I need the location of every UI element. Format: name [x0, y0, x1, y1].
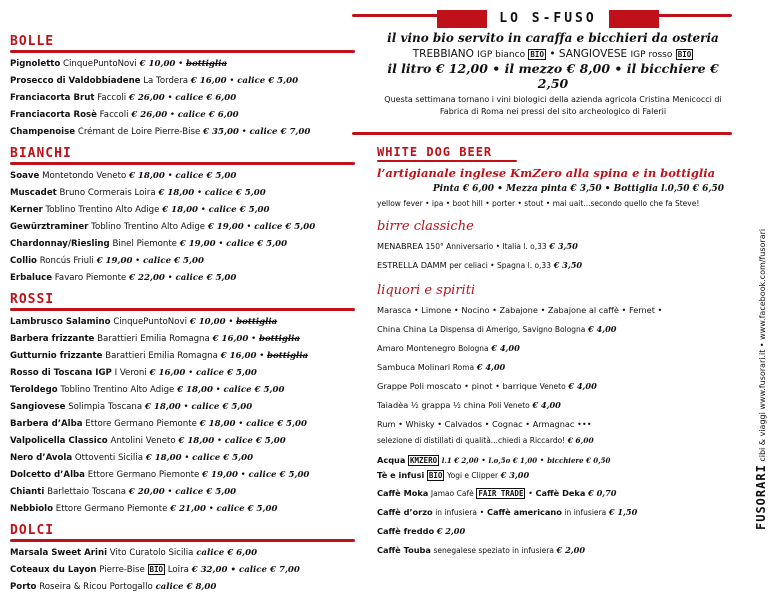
wine-name: Chianti [10, 487, 45, 497]
wine-price: calice € 6,00 [196, 548, 258, 558]
wine-producer: Roseira & Ricou Portogallo [39, 582, 153, 592]
beer-prices: Pinta € 6,00 • Mezza pinta € 3,50 • Bottiglia l.0,50 € 6,50 [432, 184, 724, 194]
wine-glass-price: calice € 5,00 [143, 256, 204, 266]
wine-row: Lambrusco Salamino CinquePuntoNovi € 10,00 • bottiglia [10, 317, 278, 327]
liquor-row [377, 339, 734, 358]
wine-glass-price: calice € 5,00 [208, 205, 270, 215]
wine-name: Gutturnio frizzante [10, 351, 103, 361]
bolle-list [10, 56, 355, 141]
beer-name: MENABREA [377, 241, 424, 251]
rossi-list [10, 314, 355, 518]
section-divider [10, 162, 355, 165]
section-rossi [10, 292, 355, 518]
wine-producer: Barattieri Emilia Romagna [97, 334, 210, 344]
liquor-price: € 4,00 [476, 362, 506, 372]
wine-glass-price: calice € 5,00 [216, 504, 278, 514]
liquor-desc: Bologna [458, 344, 489, 353]
wine-glass-price: bottiglia [258, 334, 300, 344]
wine-region: Loira [167, 565, 189, 575]
beer-name: ESTRELLA DAMM [377, 260, 447, 270]
liquor-desc: Roma [452, 363, 475, 372]
wine-price: € 35,00 [203, 127, 239, 137]
wine-row [10, 579, 355, 596]
wine-glass-price: calice € 5,00 [175, 487, 237, 497]
wine-name: Barbera d’Alba [10, 419, 83, 429]
wine-row: Kerner Toblino Trentino Alto Adige € 18,00 • calice € 5,00 [10, 205, 270, 215]
wine-row: Barbera frizzante Barattieri Emilia Romagna € 16,00 • bottiglia [10, 334, 300, 344]
wine-price: € 19,00 [96, 256, 133, 266]
wine-row: Nero d’Avola Ottoventi Sicilia € 18,00 • calice € 5,00 [10, 453, 254, 463]
wine-row: Pignoletto CinquePuntoNovi € 10,00 • bottiglia [10, 59, 228, 69]
wine-name: Nebbiolo [10, 504, 54, 514]
beer-subtitle: l’artigianale inglese KmZero alla spina e in bottiglia [377, 166, 716, 180]
liquori-note: selezione di distillati di qualità...chiedi a Riccardo! € 6,00 [377, 436, 594, 445]
dolci-list [10, 545, 355, 596]
section-bianchi [10, 146, 355, 287]
wine-row: Sangiovese Solimpia Toscana € 18,00 • calice € 5,00 [10, 402, 253, 412]
wine-glass-price: calice € 5,00 [246, 419, 307, 429]
wine-price: € 18,00 [128, 171, 165, 181]
wine-producer: Ottoventi Sicilia [74, 453, 143, 463]
wine-producer: Crémant de Loire Pierre-Bise [77, 127, 201, 137]
liquor-name: Marasca • Limone • Nocino • Zabajone • Zabajone al caffè • Fernet • [377, 305, 663, 315]
sfuso-prices: il litro € 12,00 • il mezzo € 8,00 • il bicchiere € 2,50 [387, 61, 719, 91]
wine-producer: Toblino Trentino Alto Adige [60, 385, 175, 395]
beer-row [377, 237, 734, 256]
section-title: ROSSI [10, 292, 55, 307]
list-item: Tè e infusi BIO Yogi e Clipper € 3,00 [377, 470, 530, 480]
section-divider [352, 132, 732, 135]
wine-glass-price: calice € 5,00 [223, 385, 285, 395]
section-dolci [10, 523, 355, 596]
liquori-title: liquori e spiriti [377, 283, 476, 298]
wine-producer: Barlettaio Toscana [47, 487, 127, 497]
wine-price: € 20,00 [128, 487, 165, 497]
wine-row: Dolcetto d’Alba Ettore Germano Piemonte € 19,00 • calice € 5,00 [10, 470, 310, 480]
wine-price: € 18,00 [162, 205, 199, 215]
wine-producer: Ettore Germano Piemonte [55, 504, 168, 514]
liquor-name: Taiadèa ½ grappa ½ china [377, 400, 486, 410]
wine-name: Dolcetto d’Alba [10, 470, 85, 480]
wine-name: Kerner [10, 205, 43, 215]
wine-producer: Faccoli [99, 110, 129, 120]
wine-glass-price: calice € 5,00 [195, 368, 257, 378]
wine-row [10, 545, 355, 562]
wine-row: Erbaluce Favaro Piemonte € 22,00 • calice € 5,00 [10, 273, 237, 283]
wine-row: Barbera d’Alba Ettore Germano Piemonte € 18,00 • calice € 5,00 [10, 419, 307, 429]
sfuso-tagline: il vino bio servito in caraffa e bicchieri da osteria [387, 31, 719, 45]
bio-badge: BIO [677, 50, 692, 59]
birre-title: birre classiche [377, 219, 474, 234]
wine-glass-price: calice € 5,00 [175, 273, 237, 283]
wine-name: Franciacorta Brut [10, 93, 95, 103]
wine-producer: Barattieri Emilia Romagna [105, 351, 218, 361]
wine-price: € 18,00 [178, 436, 215, 446]
beer-underline [377, 160, 517, 162]
wine-producer: Bruno Cormerais Loira [59, 188, 156, 198]
wine-producer: Antolini Veneto [110, 436, 176, 446]
wine-price: € 18,00 [158, 188, 195, 198]
wine-price: € 22,00 [129, 273, 165, 283]
bio-badge: BIO [149, 565, 164, 574]
list-item: Caffè Moka Jamao Cafè FAIR TRADE • Caffè Deka € 0,70 [377, 488, 617, 498]
wine-price: € 19,00 [207, 222, 244, 232]
wine-row: Nebbiolo Ettore Germano Piemonte € 21,00 • calice € 5,00 [10, 504, 278, 514]
wine-name: Soave [10, 171, 40, 181]
beer-desc: per celiaci • Spagna l. o,33 [449, 261, 551, 270]
fair-trade-badge: FAIR TRADE [478, 489, 524, 498]
wine-glass-price: calice € 5,00 [237, 76, 299, 86]
wine-row: Rosso di Toscana IGP I Veroni € 16,00 • calice € 5,00 [10, 368, 257, 378]
wine-glass-price: calice € 5,00 [254, 222, 316, 232]
wine-name: Porto [10, 582, 37, 592]
wine-name: Pignoletto [10, 59, 61, 69]
wine-glass-price: bottiglia [267, 351, 309, 361]
side-links: cibi & viaggi www.fusorari.it • www.facebook.com/fusorari [758, 228, 767, 462]
wine-row: Chardonnay/Riesling Binel Piemonte € 19,00 • calice € 5,00 [10, 239, 288, 249]
wine-glass-price: calice € 6,00 [177, 110, 239, 120]
liquor-price: € 4,00 [532, 400, 561, 410]
wine-row: Gewürztraminer Toblino Trentino Alto Adige € 19,00 • calice € 5,00 [10, 222, 316, 232]
wine-row: Valpolicella Classico Antolini Veneto € 18,00 • calice € 5,00 [10, 436, 286, 446]
liquor-row [377, 301, 734, 320]
beer-title: WHITE DOG BEER [377, 145, 493, 159]
section-title: BIANCHI [10, 146, 72, 161]
wine-price: € 21,00 [170, 504, 206, 514]
beer-price: € 3,50 [549, 241, 578, 251]
wine-row: Franciacorta Brut Faccoli € 26,00 • calice € 6,00 [10, 93, 237, 103]
wine-producer: Toblino Trentino Alto Adige [45, 205, 160, 215]
wine-name: Erbaluce [10, 273, 53, 283]
wine-name: Gewürztraminer [10, 222, 89, 232]
wine-name: Barbera frizzante [10, 334, 95, 344]
liquor-row [377, 320, 734, 339]
beer-styles: yellow fever • ipa • boot hill • porter • stout • mai uait...secondo quello che fa Steve! [377, 199, 700, 208]
sfuso-title: LO S-FUSO [362, 7, 734, 28]
wine-row: Chianti Barlettaio Toscana € 20,00 • calice € 5,00 [10, 487, 237, 497]
liquor-row [377, 415, 734, 434]
list-item: Acqua KMZERO l.1 € 2,00 • l.o,5o € 1,00 • bicchiere € 0,50 [377, 455, 611, 465]
wine-producer: Faccoli [97, 93, 127, 103]
bio-badge: BIO [428, 471, 443, 480]
wine-price: € 18,00 [199, 419, 236, 429]
section-title: DOLCI [10, 523, 55, 538]
wine-producer: Vito Curatolo Sicilia [109, 548, 194, 558]
beer-row [377, 256, 734, 275]
wine-name: Prosecco di Valdobbiadene [10, 76, 141, 86]
wine-price: calice € 8,00 [155, 582, 217, 592]
wine-producer: Montetondo Veneto [42, 171, 127, 181]
sfuso-grapes: TREBBIANO IGP bianco BIO • SANGIOVESE IGP rosso BIO [412, 48, 692, 60]
wine-list [10, 34, 355, 601]
wine-row: Soave Montetondo Veneto € 18,00 • calice € 5,00 [10, 171, 237, 181]
wine-row [10, 562, 355, 579]
bianchi-list [10, 168, 355, 287]
sfuso-note: Questa settimana tornano i vini biologici della azienda agricola Cristina Menicocci di Fabrica di Roma nei pressi del sito archeologico di Falerii [384, 95, 722, 116]
section-divider [10, 50, 355, 53]
wine-producer: Pierre-Bise [99, 565, 145, 575]
wine-price: € 18,00 [145, 453, 182, 463]
wine-glass-price: bottiglia [236, 317, 278, 327]
wine-name: Franciacorta Rosè [10, 110, 97, 120]
liquor-name: Grappe Poli moscato • pinot • barrique [377, 381, 538, 391]
wine-price: € 18,00 [177, 385, 213, 395]
wine-row: Muscadet Bruno Cormerais Loira € 18,00 • calice € 5,00 [10, 188, 266, 198]
wine-name: Rosso di Toscana IGP [10, 368, 112, 378]
wine-name: Champenoise [10, 127, 76, 137]
wine-glass-price: calice € 6,00 [175, 93, 237, 103]
wine-name: Muscadet [10, 188, 57, 198]
wine-price: € 19,00 [202, 470, 238, 480]
liquor-name: China China [377, 324, 427, 334]
wine-row: Gutturnio frizzante Barattieri Emilia Romagna € 16,00 • bottiglia [10, 351, 309, 361]
side-banner [742, 190, 766, 530]
wine-glass-price: calice € 5,00 [226, 239, 288, 249]
wine-glass-price: calice € 5,00 [175, 171, 237, 181]
liquor-desc: Poli Veneto [488, 401, 530, 410]
wine-price: € 18,00 [144, 402, 181, 412]
section-bolle [10, 34, 355, 141]
section-divider [10, 308, 355, 311]
wine-name: Lambrusco Salamino [10, 317, 111, 327]
liquor-name: Sambuca Molinari [377, 362, 451, 372]
wine-price: € 16,00 [190, 76, 227, 86]
wine-price: € 32,00 • calice € 7,00 [191, 565, 300, 575]
wine-name: Collio [10, 256, 37, 266]
liquor-name: Rum • Whisky • Calvados • Cognac • Armagnac ••• [377, 419, 592, 429]
wine-producer: Roncús Friuli [39, 256, 94, 266]
liquor-price: € 4,00 [491, 343, 520, 353]
list-item: Caffè d’orzo in infusiera • Caffè americano in infusiera € 1,50 [377, 507, 638, 517]
birre-list [372, 237, 734, 275]
wine-name: Nero d’Avola [10, 453, 73, 463]
liquor-price: € 4,00 [588, 324, 617, 334]
wine-name: Chardonnay/Riesling [10, 239, 110, 249]
wine-producer: Ettore Germano Piemonte [85, 419, 197, 429]
liquor-desc: La Dispensa di Amerigo, Savigno Bologna [429, 325, 586, 334]
wine-producer: La Tordera [143, 76, 189, 86]
wine-row: Franciacorta Rosè Faccoli € 26,00 • calice € 6,00 [10, 110, 239, 120]
wine-price: € 16,00 [220, 351, 257, 361]
wine-name: Sangiovese [10, 402, 66, 412]
wine-producer: Binel Piemonte [112, 239, 177, 249]
wine-name: Teroldego [10, 385, 58, 395]
beer-price: € 3,50 [553, 260, 583, 270]
section-title: BOLLE [10, 34, 55, 49]
wine-producer: Solimpia Toscana [68, 402, 143, 412]
liquor-row [377, 358, 734, 377]
wine-glass-price: calice € 5,00 [224, 436, 286, 446]
beer-desc: 150° Anniversario • Italia l. o,33 [425, 242, 547, 251]
wine-price: € 26,00 [131, 110, 168, 120]
wine-price: € 10,00 [189, 317, 226, 327]
wine-name: Valpolicella Classico [10, 436, 108, 446]
liquor-row [377, 377, 734, 396]
wine-price: € 16,00 [149, 368, 186, 378]
list-item: Caffè Touba senegalese speziato in infusiera € 2,00 [377, 545, 586, 555]
wine-glass-price: calice € 5,00 [248, 470, 310, 480]
wine-producer: Toblino Trentino Alto Adige [91, 222, 206, 232]
wine-producer: Ettore Germano Piemonte [87, 470, 200, 480]
kmzero-badge: KMZERO [410, 456, 438, 465]
liquor-price: € 4,00 [568, 381, 597, 391]
wine-producer: CinquePuntoNovi [63, 59, 137, 69]
wine-row: Prosecco di Valdobbiadene La Tordera € 16,00 • calice € 5,00 [10, 76, 299, 86]
wine-glass-price: calice € 5,00 [204, 188, 266, 198]
wine-glass-price: calice € 5,00 [192, 453, 254, 463]
wine-name: Coteaux du Layon [10, 565, 97, 575]
wine-producer: I Veroni [114, 368, 147, 378]
liquor-row [377, 396, 734, 415]
liquor-desc: Veneto [539, 382, 566, 391]
list-item: Caffè freddo € 2,00 [377, 526, 466, 536]
wine-price: € 26,00 [128, 93, 165, 103]
wine-price: € 19,00 [179, 239, 216, 249]
wine-producer: CinquePuntoNovi [113, 317, 187, 327]
wine-glass-price: calice € 5,00 [191, 402, 253, 412]
wine-row: Collio Roncús Friuli € 19,00 • calice € 5,00 [10, 256, 204, 266]
liquori-list [372, 301, 734, 434]
wine-price: € 16,00 [212, 334, 249, 344]
caffe-list [372, 453, 734, 560]
liquor-name: Amaro Montenegro [377, 343, 456, 353]
section-divider [10, 539, 355, 542]
wine-glass-price: calice € 7,00 [249, 127, 311, 137]
wine-price: € 10,00 [139, 59, 176, 69]
fusorari-logo: FUSORARI [754, 464, 768, 530]
bio-badge: BIO [530, 50, 544, 59]
wine-row: Teroldego Toblino Trentino Alto Adige € 18,00 • calice € 5,00 [10, 385, 285, 395]
wine-row: Champenoise Crémant de Loire Pierre-Bise € 35,00 • calice € 7,00 [10, 127, 311, 137]
wine-glass-price: bottiglia [185, 59, 228, 69]
right-column [372, 11, 734, 560]
wine-name: Marsala Sweet Arini [10, 548, 108, 558]
wine-producer: Favaro Piemonte [54, 273, 127, 283]
